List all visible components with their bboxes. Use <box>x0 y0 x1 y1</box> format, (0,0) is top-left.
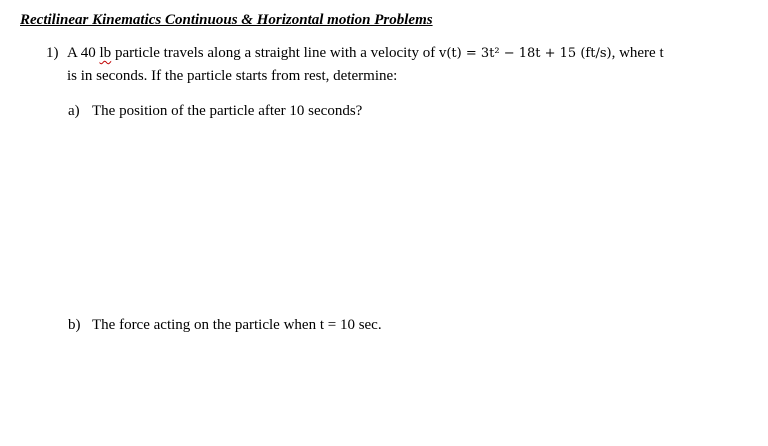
problem-text-suffix: , where t <box>611 45 664 61</box>
problem-text-prefix: A 40 <box>67 45 100 61</box>
problem-1 <box>46 42 746 87</box>
problem-line-1 <box>67 42 746 65</box>
part-letter: a) <box>68 103 80 119</box>
problem-text-mid: particle travels along a straight line with a velocity of <box>111 45 439 61</box>
part-text: The force acting on the particle when t = 10 sec. <box>92 317 382 333</box>
unit-lb: lb <box>99 45 112 61</box>
document-title: Rectilinear Kinematics Continuous & Horizontal motion Problems <box>20 12 433 28</box>
part-text: The position of the particle after 10 seconds? <box>92 103 363 119</box>
question-part-b <box>68 317 382 334</box>
question-part-a <box>68 103 362 120</box>
velocity-equation: v(t) = 3t² − 18t + 15 (ft/s) <box>439 46 612 61</box>
problem-number: 1) <box>46 45 59 61</box>
problem-line-2: is in seconds. If the particle starts from rest, determine: <box>67 68 398 84</box>
part-letter: b) <box>68 317 81 333</box>
